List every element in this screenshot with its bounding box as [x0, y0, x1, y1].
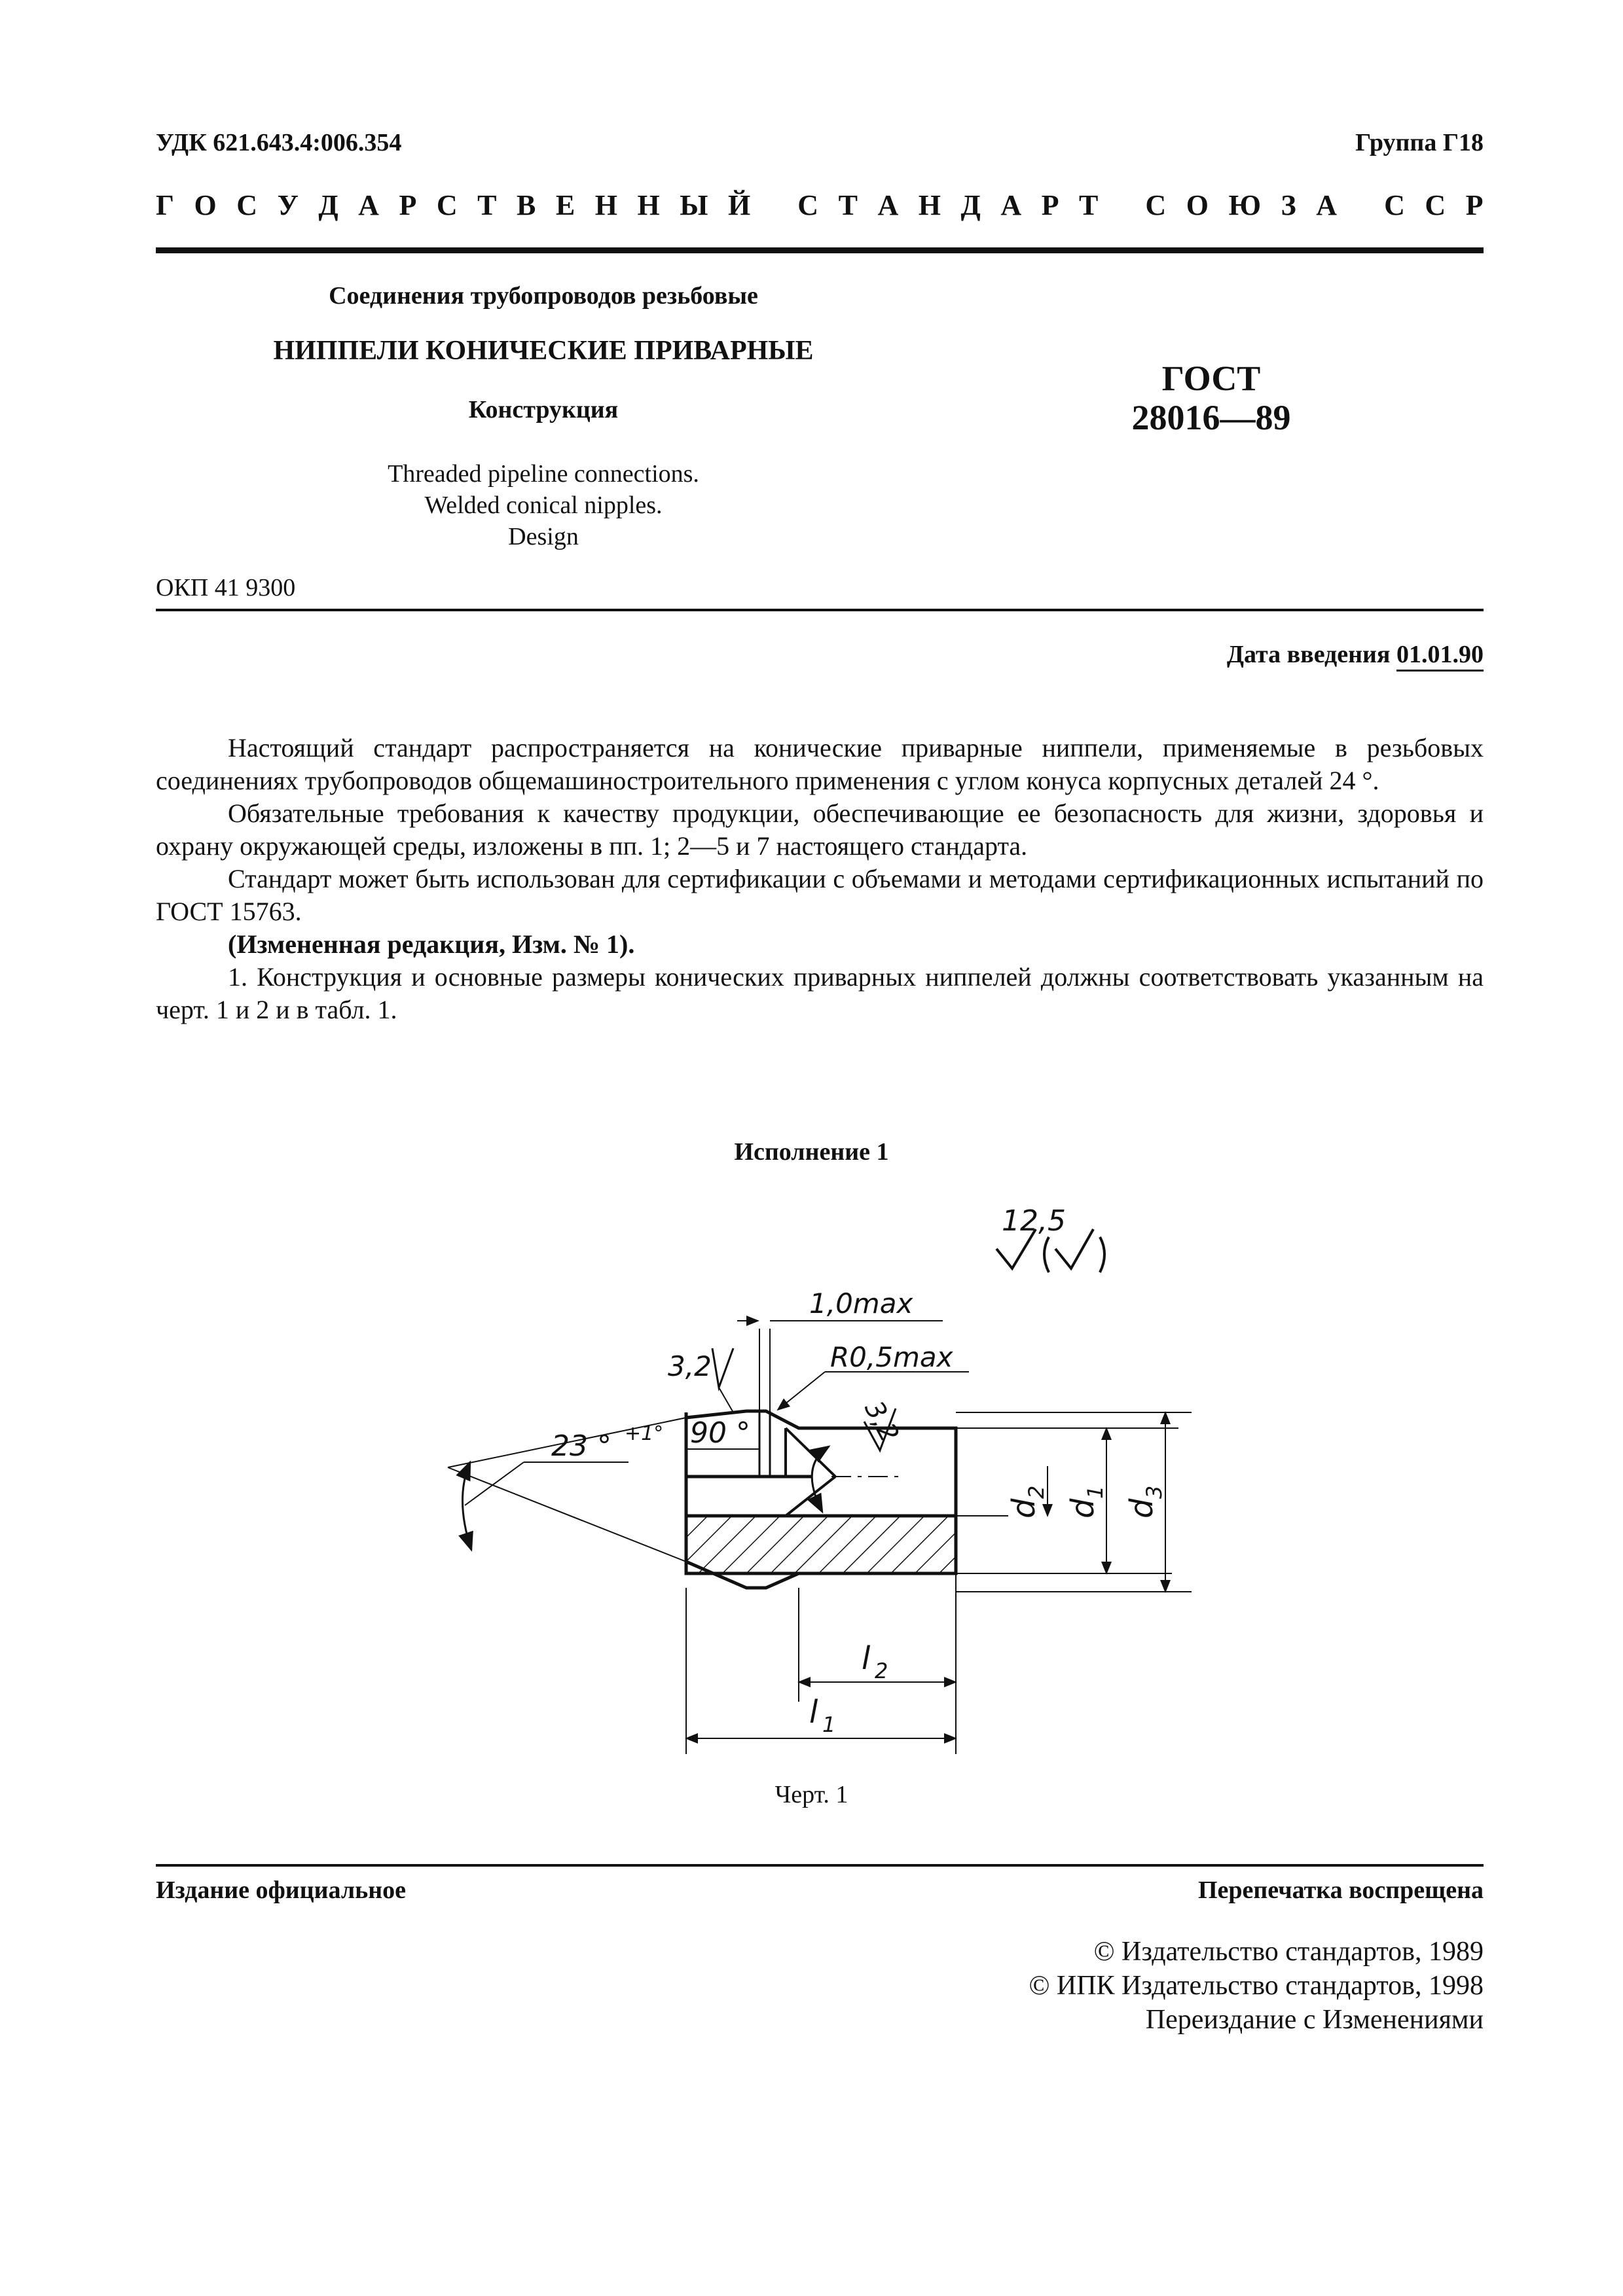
- technical-drawing: [406, 1191, 1231, 1767]
- d3-label: [1123, 1486, 1167, 1518]
- heading-letter: Н: [594, 189, 618, 221]
- heading-gap: [771, 188, 778, 222]
- heading-letter: У: [277, 189, 299, 221]
- d3-subscript: 3: [1142, 1485, 1167, 1499]
- l1-label: [809, 1694, 835, 1737]
- cone-tip-upper: [786, 1428, 835, 1477]
- heading-letter: Р: [1041, 189, 1059, 221]
- udk-code: УДК 621.643.4:006.354: [156, 129, 402, 156]
- cone-angle-tolerance: +1°: [625, 1422, 664, 1445]
- heading-letter: Т: [477, 189, 497, 221]
- intro-date-value: 01.01.90: [1396, 641, 1484, 672]
- english-title: [216, 458, 871, 552]
- roughness-general-symbol: [996, 1204, 1104, 1272]
- d1-subscript: 1: [1083, 1485, 1108, 1499]
- d2-subscript: 2: [1024, 1485, 1049, 1499]
- radius-leader: [778, 1372, 825, 1410]
- paragraph-certification: Стандарт может быть использован для сертификации с объемами и методами сертификационных испытаний по ГОСТ 15763.: [156, 864, 1484, 926]
- cone-angle-leader: [465, 1462, 524, 1505]
- heading-letter: А: [1000, 189, 1022, 221]
- heading-letter: О: [1186, 189, 1209, 221]
- heading-letter: А: [1316, 189, 1338, 221]
- paragraph-scope: Настоящий стандарт распространяется на конические приварные ниппели, применяемые в резьбовых соединениях трубопроводов общемашиностроительного применения с углом конуса корпусных деталей 24 °.: [156, 733, 1484, 795]
- heading-letter: О: [194, 189, 217, 221]
- heading-letter: З: [1281, 189, 1296, 221]
- gost-designation: [1074, 359, 1349, 437]
- heading-letter: Р: [399, 189, 417, 221]
- english-line-1: Threaded pipeline connections.: [388, 460, 699, 488]
- bore-roughness-value: 3,2: [858, 1396, 905, 1447]
- heading-letter: Ю: [1228, 189, 1261, 221]
- heading-letter: Д: [960, 189, 981, 221]
- document-title: НИППЕЛИ КОНИЧЕСКИЕ ПРИВАРНЫЕ: [273, 336, 814, 366]
- d2-label: [1006, 1486, 1049, 1518]
- cone-angle-value: 23 °: [551, 1429, 611, 1463]
- section-hatch: [686, 1516, 956, 1573]
- roughness-general-value: 12,5: [1002, 1204, 1066, 1238]
- header-rule: [156, 247, 1484, 253]
- heading-letter: А: [877, 189, 899, 221]
- paragraph-amendment: (Измененная редакция, Изм. № 1).: [228, 929, 635, 959]
- document-subtitle: Конструкция: [468, 396, 619, 423]
- paragraph-clause-1: 1. Конструкция и основные размеры конических приварных ниппелей должны соответствовать указанным на черт. 1 и 2 и в табл. 1.: [156, 962, 1484, 1024]
- heading-letter: Г: [156, 189, 174, 221]
- heading-letter: С: [436, 189, 458, 221]
- subject: Соединения трубопроводов резьбовые: [329, 282, 758, 310]
- heading-letter: Й: [728, 189, 751, 221]
- heading-letter: Т: [1079, 189, 1099, 221]
- heading-letter: Т: [838, 189, 858, 221]
- angle-90-value: 90 °: [690, 1416, 750, 1450]
- heading-letter: Д: [318, 189, 338, 221]
- heading-gap: [1118, 188, 1125, 222]
- l1-subscript: 1: [822, 1712, 836, 1737]
- l2-label: [862, 1640, 888, 1683]
- heading-letter: С: [797, 189, 819, 221]
- d1-letter: d: [1065, 1498, 1101, 1518]
- heading-letter: Н: [637, 189, 660, 221]
- paragraph-requirements: Обязательные требования к качеству продукции, обеспечивающие ее безопасность для жизни, здоровья и охрану окружающей среды, изложены в пп. 1; 2—5 и 7 настоящего стандарта.: [156, 798, 1484, 861]
- english-line-2: Welded conical nipples.: [424, 492, 663, 519]
- okp-code: ОКП 41 9300: [156, 574, 296, 601]
- reissue-note: Переиздание с Изменениями: [1145, 2005, 1484, 2035]
- face-roughness-value: 3,2: [668, 1350, 712, 1382]
- intro-date-label: Дата введения: [1226, 641, 1396, 668]
- l1-letter: l: [809, 1694, 818, 1731]
- title-rule: [156, 609, 1484, 611]
- english-line-3: Design: [508, 523, 579, 550]
- figure-caption: Черт. 1: [775, 1781, 848, 1808]
- l2-letter: l: [862, 1640, 871, 1677]
- group-code: Группа Г18: [1355, 129, 1484, 156]
- heading-letter: С: [1145, 189, 1167, 221]
- bore-roughness: [858, 1396, 904, 1447]
- d1-label: [1065, 1486, 1108, 1518]
- heading-letter: В: [517, 189, 536, 221]
- d3-letter: d: [1123, 1498, 1160, 1518]
- heading-letter: Р: [1465, 189, 1484, 221]
- d2-letter: d: [1006, 1498, 1042, 1518]
- heading-letter: С: [1384, 189, 1405, 221]
- heading-letter: С: [1425, 189, 1446, 221]
- heading-letter: А: [358, 189, 379, 221]
- radius-value: R0,5max: [830, 1341, 953, 1373]
- copyright-line-1: © Издательство стандартов, 1989: [1093, 1937, 1484, 1967]
- state-standard-heading: [156, 188, 1484, 222]
- figure-variant-title: Исполнение 1: [734, 1138, 889, 1166]
- body-text: [156, 732, 1484, 1026]
- cone-ext-lower: [448, 1467, 686, 1562]
- face-roughness-leader: [719, 1388, 733, 1412]
- gost-number: 28016—89: [1131, 398, 1291, 437]
- heading-letter: С: [236, 189, 258, 221]
- intro-date: [1227, 640, 1484, 669]
- footer-rule: [156, 1864, 1484, 1867]
- heading-letter: Н: [918, 189, 941, 221]
- l2-subscript: 2: [875, 1659, 888, 1683]
- gost-label: ГОСТ: [1161, 359, 1261, 398]
- copyright-block: [1029, 1935, 1484, 2037]
- reprint-note: Перепечатка воспрещена: [1197, 1876, 1484, 1904]
- cone-tip-lower: [786, 1477, 835, 1516]
- heading-gap: [1357, 188, 1364, 222]
- heading-letter: Ы: [680, 189, 708, 221]
- heading-letter: Е: [555, 189, 575, 221]
- face-roughness-symbol: [712, 1348, 733, 1388]
- edition-note: Издание официальное: [156, 1876, 407, 1904]
- chamfer-dim-value: 1,0max: [809, 1287, 913, 1319]
- copyright-line-2: © ИПК Издательство стандартов, 1998: [1029, 1971, 1484, 2001]
